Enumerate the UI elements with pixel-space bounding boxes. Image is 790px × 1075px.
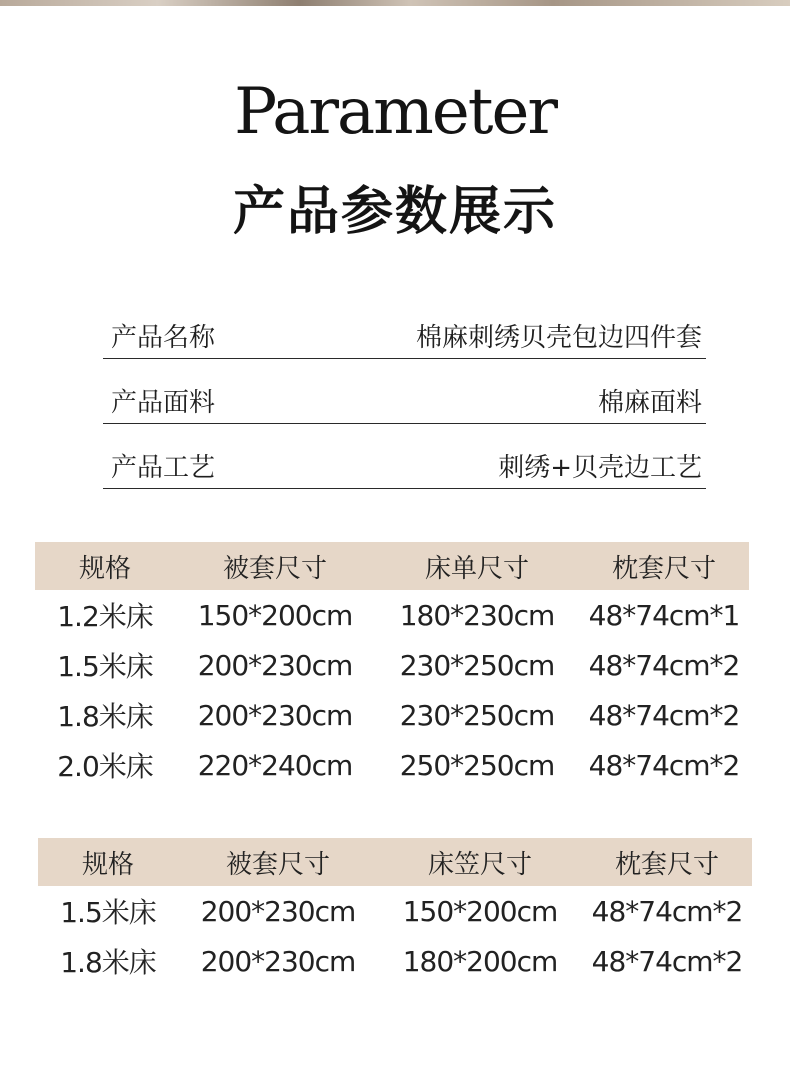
table-cell: 200*230cm [200, 944, 356, 978]
size-table-flat-sheet [35, 542, 749, 790]
table-cell: 180*200cm [402, 944, 558, 978]
top-photo-strip [0, 0, 790, 6]
table-cell: 48*74cm*2 [591, 944, 743, 978]
column-header: 床单尺寸 [375, 542, 579, 590]
column-header: 枕套尺寸 [582, 838, 752, 886]
table-row [38, 936, 752, 986]
param-row-product-name [103, 314, 706, 359]
table-cell: 48*74cm*2 [591, 894, 743, 928]
column-header: 规格 [38, 838, 178, 886]
table-cell: 1.5米床 [60, 896, 156, 929]
column-header: 被套尺寸 [178, 838, 378, 886]
size-table-fitted-sheet [38, 838, 752, 986]
table-cell: 150*200cm [402, 894, 558, 928]
table-cell: 250*250cm [399, 748, 555, 782]
table-cell: 48*74cm*2 [588, 698, 740, 732]
table-cell: 200*230cm [197, 648, 353, 682]
table-cell: 150*200cm [197, 598, 353, 632]
param-value: 棉麻面料 [597, 388, 702, 418]
column-header: 被套尺寸 [175, 542, 375, 590]
page-title-english: Parameter [234, 75, 556, 149]
table-header-row [38, 838, 752, 886]
table-row [38, 886, 752, 936]
table-cell: 1.2米床 [57, 600, 153, 633]
column-header: 枕套尺寸 [579, 542, 749, 590]
table-row [35, 640, 749, 690]
table-cell: 180*230cm [399, 598, 555, 632]
param-value: 棉麻刺绣贝壳包边四件套 [415, 323, 702, 353]
column-header: 规格 [35, 542, 175, 590]
table-cell: 1.8米床 [57, 700, 153, 733]
table-cell: 2.0米床 [57, 750, 153, 783]
page-title-chinese: 产品参数展示 [232, 182, 557, 242]
table-cell: 1.8米床 [60, 946, 156, 979]
table-cell: 48*74cm*2 [588, 748, 740, 782]
table-row [35, 590, 749, 640]
param-row-craft [103, 444, 706, 489]
param-row-fabric [103, 379, 706, 424]
table-cell: 220*240cm [197, 748, 353, 782]
table-cell: 48*74cm*2 [588, 648, 740, 682]
table-cell: 230*250cm [399, 648, 555, 682]
table-cell: 1.5米床 [57, 650, 153, 683]
table-cell: 200*230cm [200, 894, 356, 928]
param-label: 产品工艺 [111, 453, 216, 483]
table-cell: 200*230cm [197, 698, 353, 732]
table-cell: 230*250cm [399, 698, 555, 732]
param-value: 刺绣+贝壳边工艺 [498, 453, 702, 483]
param-label: 产品名称 [111, 323, 216, 353]
product-parameter-list [103, 314, 706, 509]
table-row [35, 740, 749, 790]
table-header-row [35, 542, 749, 590]
column-header: 床笠尺寸 [378, 838, 582, 886]
param-label: 产品面料 [111, 388, 216, 418]
table-row [35, 690, 749, 740]
table-cell: 48*74cm*1 [588, 598, 740, 632]
